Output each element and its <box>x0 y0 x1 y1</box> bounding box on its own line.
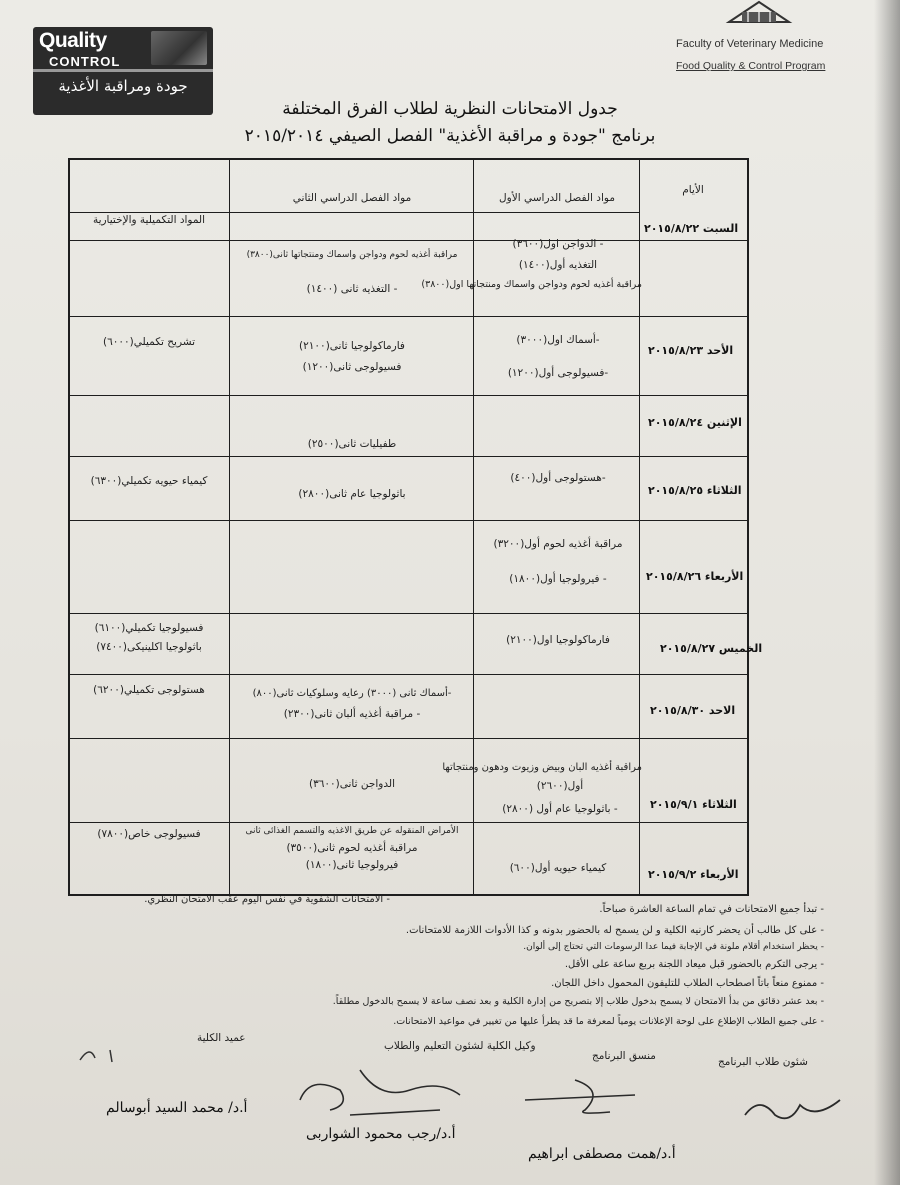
exam-entry: باثولوجيا اكلينيكى(٧٤٠٠) <box>96 640 202 653</box>
day-label: الثلاثاء ٢٠١٥/٨/٢٥ <box>648 484 742 497</box>
exam-entry: - مراقبة أغذيه ألبان ثانى(٢٣٠٠) <box>283 708 421 720</box>
exam-entry: -أسماك اول(٣٠٠٠) <box>516 334 600 346</box>
exam-entry: - باثولوجيا عام أول (٢٨٠٠) <box>502 802 618 815</box>
day-label: الاحد ٢٠١٥/٨/٣٠ <box>650 704 736 717</box>
vice-dean-title: وكيل الكلية لشئون التعليم والطلاب <box>384 1040 536 1052</box>
page-subtitle: برنامج "جودة و مراقبة الأغذية" الفصل الصيفي ٢٠١٥/٢٠١٤ <box>244 126 656 146</box>
row-divider <box>68 674 749 675</box>
row-divider <box>68 822 749 823</box>
sem2-cell <box>234 826 470 872</box>
exam-entry: فارماكولوجيا ثانى(٢١٠٠) <box>299 340 405 352</box>
row-divider <box>68 520 749 521</box>
exam-entry: طفيليات ثانى(٢٥٠٠) <box>307 438 397 450</box>
complementary-cell <box>72 828 226 841</box>
row-divider <box>68 240 749 241</box>
exam-entry: أول(٢٦٠٠) <box>536 780 584 792</box>
day-label: الأربعاء ٢٠١٥/٨/٢٦ <box>646 570 744 583</box>
exam-entry: -هستولوجى أول(٤٠٠) <box>510 472 606 484</box>
exam-entry: فسيولوجيا تكميلي(٦١٠٠) <box>94 622 204 634</box>
sem1-cell <box>478 862 638 875</box>
column-divider <box>229 158 230 896</box>
complementary-cell <box>72 684 226 697</box>
sem1-cell <box>478 334 638 379</box>
row-divider <box>68 316 749 317</box>
sem1-cell <box>478 538 638 585</box>
header-sem1: مواد الفصل الدراسي الأول <box>499 192 615 204</box>
logo-control-text: CONTROL <box>49 54 121 69</box>
logo-photo <box>151 31 207 65</box>
sem1-cell <box>442 762 642 815</box>
note-oral: - الامتحانات الشفوية في نفس اليوم عقب الامتحان النظري. <box>144 894 390 905</box>
exam-entry: مراقبة أغذيه لحوم ثانى(٣٥٠٠) <box>286 841 418 854</box>
exam-entry: فسيولوجى ثانى(١٢٠٠) <box>302 360 402 373</box>
coordinator-name: أ.د/همت مصطفى ابراهيم <box>528 1146 676 1162</box>
complementary-cell <box>72 622 226 653</box>
day-label: الأحد ٢٠١٥/٨/٢٣ <box>648 344 734 357</box>
dean-title: عميد الكلية <box>197 1032 246 1044</box>
header-sem2: مواد الفصل الدراسي الثاني <box>292 192 412 204</box>
exam-entry: التغذيه أول(١٤٠٠) <box>518 258 598 271</box>
row-divider <box>68 613 749 614</box>
coordinator-signature-icon <box>515 1070 655 1120</box>
exam-entry: مراقبة أغذيه لحوم ودواجن واسماك ومنتجاتها ثانى(٣٨٠٠) <box>246 250 458 260</box>
sem1-cell <box>478 472 638 485</box>
exam-entry: -أسماك ثانى (٣٠٠٠) رعايه وسلوكيات ثانى(٨٠٠) <box>252 688 452 699</box>
sem2-cell <box>234 688 470 721</box>
page-edge-shadow <box>874 0 900 1185</box>
faculty-name: Faculty of Veterinary Medicine <box>676 38 824 50</box>
student-affairs-title: شئون طلاب البرنامج <box>718 1056 808 1068</box>
note-id-card: - على كل طالب أن يحضر كارنيه الكلية و لن يسمح له بالحضور بدونه و كذا الأدوات اللازمة للامتحانات. <box>405 925 824 936</box>
complementary-cell <box>72 475 226 488</box>
note-colored-pens: - يحظر استخدام أقلام ملونة في الإجابة فيما عدا الرسومات التي تحتاج إلى ألوان. <box>523 942 824 952</box>
note-late-entry: - بعد عشر دقائق من بدأ الامتحان لا يسمح بدخول طلاب إلا بتصريح من إدارة الكلية و بعد نصف ساعة لا يسمح بالدخول مطلقاً. <box>332 996 824 1007</box>
day-label: الثلاثاء ٢٠١٥/٩/١ <box>650 798 737 811</box>
exam-entry: الأمراض المنقوله عن طريق الاغذيه والتسمم الغذائى ثانى <box>245 826 459 836</box>
exam-entry: باثولوجيا عام ثانى(٢٨٠٠) <box>298 488 406 500</box>
table-border <box>68 158 749 160</box>
exam-entry: كيمياء حيويه تكميلي(٦٣٠٠) <box>90 475 208 487</box>
page-title: جدول الامتحانات النظرية لطلاب الفرق المختلفة <box>282 99 618 119</box>
exam-entry: فيرولوجيا ثانى(١٨٠٠) <box>305 859 399 872</box>
header-days: الأيام <box>682 184 704 196</box>
exam-entry: - التغذيه ثانى (١٤٠٠) <box>306 282 398 295</box>
note-mobile: - ممنوع منعاً باتاً اصطحاب الطلاب للتليفون المحمول داخل اللجان. <box>551 978 824 989</box>
exam-schedule-table <box>68 158 763 896</box>
note-announcements: - على جميع الطلاب الإطلاع على لوحة الإعلانات يومياً لمعرفة ما قد يطرأ عليها من تغيير في مواعيد الامتحانات. <box>393 1016 824 1027</box>
exam-entry: فارماكولوجيا اول(٢١٠٠) <box>506 634 610 646</box>
program-name: Food Quality & Control Program <box>676 60 826 72</box>
table-border <box>68 158 70 896</box>
dean-signature-mark-icon <box>70 1040 130 1070</box>
coordinator-title: منسق البرنامج <box>592 1050 656 1062</box>
vice-dean-signature-icon <box>290 1060 470 1130</box>
exam-entry: مراقبة أغذيه لحوم ودواجن واسماك ومنتجاتها اول(٣٨٠٠) <box>421 279 642 291</box>
sem2-cell <box>234 778 470 791</box>
exam-entry: مراقبة أغذيه البان وبيض وزيوت ودهون ومنتجاتها <box>442 762 642 773</box>
exam-entry: هستولوجى تكميلي(٦٢٠٠) <box>93 684 205 696</box>
exam-entry: -فسيولوجى أول(١٢٠٠) <box>507 366 609 379</box>
logo-arabic-text: جودة ومراقبة الأغذية <box>58 77 188 95</box>
exam-entry: تشريح تكميلي(٦٠٠٠) <box>102 336 196 348</box>
row-divider <box>68 395 749 396</box>
day-label: الإثنين ٢٠١٥/٨/٢٤ <box>648 416 742 429</box>
sem2-cell <box>234 488 470 501</box>
exam-entry: الدواجن ثانى(٣٦٠٠) <box>308 778 395 790</box>
note-arrival: - يرجى التكرم بالحضور قبل ميعاد اللجنة بربع ساعة على الأقل. <box>564 959 824 970</box>
header-complementary: المواد التكميلية والإختيارية <box>92 214 206 226</box>
row-divider <box>68 456 749 457</box>
sem2-cell <box>234 250 470 295</box>
faculty-crest-icon <box>724 0 794 24</box>
row-divider <box>68 212 639 213</box>
day-label: الخميس ٢٠١٥/٨/٢٧ <box>660 642 763 655</box>
exam-entry: - الدواجن اول(٣٦٠٠) <box>512 238 604 250</box>
day-label: السبت ٢٠١٥/٨/٢٢ <box>644 222 739 235</box>
logo-divider <box>33 69 213 72</box>
exam-entry: مراقبة أغذيه لحوم أول(٣٢٠٠) <box>493 538 623 550</box>
sem2-cell <box>234 438 470 451</box>
sem1-cell <box>478 634 638 647</box>
exam-entry: كيمياء حيويه أول(٦٠٠) <box>509 862 607 874</box>
sem1-cell <box>421 238 642 291</box>
vice-dean-name: أ.د/رجب محمود الشواربى <box>306 1126 456 1142</box>
sem2-cell <box>234 340 470 373</box>
logo-quality-text: Quality <box>39 29 107 52</box>
exam-entry: فسيولوجى خاص(٧٨٠٠) <box>97 828 201 840</box>
note-start-time: - تبدأ جميع الامتحانات في تمام الساعة العاشرة صباحاً. <box>599 904 824 915</box>
table-border <box>747 158 749 896</box>
day-label: الأربعاء ٢٠١٥/٩/٢ <box>648 868 739 881</box>
column-divider <box>473 158 474 896</box>
exam-entry: - فيرولوجيا أول(١٨٠٠) <box>509 572 607 585</box>
student-affairs-signature-icon <box>740 1090 850 1130</box>
complementary-cell <box>72 336 226 349</box>
dean-name: أ.د/ محمد السيد أبوسالم <box>106 1100 248 1116</box>
row-divider <box>68 738 749 739</box>
